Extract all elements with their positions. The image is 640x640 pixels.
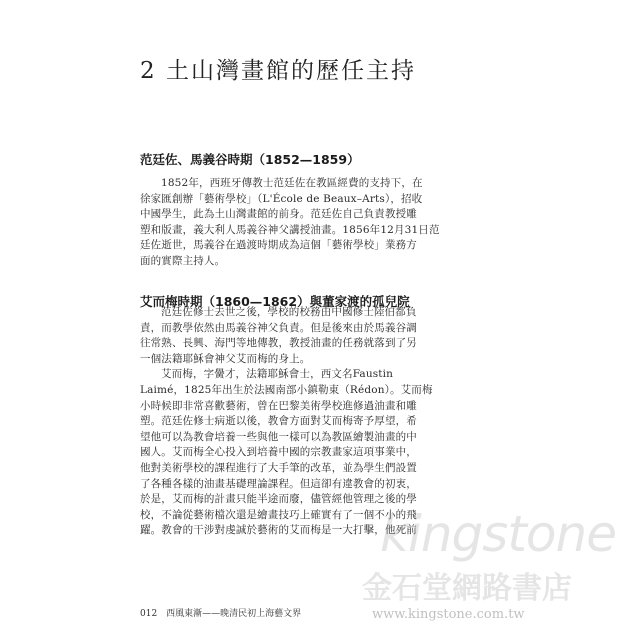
paragraph-line: 小時候即非常喜歡藝術，曾在巴黎美術學校進修過油畫和雕 [140, 399, 417, 412]
paragraph-line: 躍。教會的干涉對虔誠於藝術的艾而梅是一大打擊，他死前 [140, 524, 417, 537]
watermark-brand: kingstone [380, 505, 616, 563]
paragraph-line: 他對美術學校的課程進行了大手筆的改革，並為學生們設置 [140, 461, 417, 474]
paragraph-line: 范廷佐修士去世之後，學校的校務由中國修士陸伯都負 [161, 306, 417, 318]
paragraph-line: 塑和版畫，義大利人馬義谷神父講授油畫。1856年12月31日范 [140, 223, 440, 236]
paragraph-line: 塑。范廷佐修士病逝以後，教會方面對艾而梅寄予厚望，希 [140, 415, 417, 428]
paragraph-line: 徐家匯創辦「藝術學校」（L'École de Beaux–Arts），招收 [140, 192, 423, 205]
paragraph-line: 於是，艾而梅的計畫只能半途而廢，儘管經他管理之後的學 [140, 493, 417, 506]
page-number: 012 [140, 609, 158, 619]
section-heading-fan-ma: 范廷佐、馬義谷時期（1852—1859） [140, 152, 360, 167]
watermark-store-name: 金石堂網路書店 [362, 571, 572, 606]
chapter-title: 2 土山灣畫館的歷任主持 [140, 58, 416, 84]
paragraph-line: 1852年，西班牙傳教士范廷佐在教區經費的支持下，在 [161, 177, 423, 189]
section-heading-laime: 艾而梅時期（1860—1862）與董家渡的孤兒院 [140, 294, 410, 309]
section-body-fan-ma [140, 176, 440, 270]
paragraph-line: 面的實際主持人。 [140, 254, 226, 267]
paragraph-line: 了各種各樣的油畫基礎理論課程。但這卻有違教會的初衷， [140, 477, 417, 490]
paragraph-line: 艾而梅，字黌才，法籍耶穌會士，西文名Faustin [161, 368, 394, 381]
paragraph-line: Laimé，1825年出生於法國南部小鎮勒東（Rédon）。艾而梅 [140, 383, 433, 396]
paragraph-line: 校，不論從藝術檔次還是繪畫技巧上確實有了一個不小的飛 [140, 508, 417, 521]
paragraph-line: 責，而教學依然由馬義谷神父負責。但是後來由於馬義谷調 [140, 321, 417, 334]
page-footer [140, 606, 301, 619]
section-body-laime [140, 305, 433, 539]
running-title: 西風東漸——晚清民初上海藝文界 [166, 609, 302, 619]
paragraph-line: 廷佐逝世，馬義谷在過渡時期成為這個「藝術學校」業務方 [140, 239, 417, 252]
paragraph-line: 一個法籍耶穌會神父艾而梅的身上。 [140, 352, 311, 365]
paragraph-line: 往常熟、長興、海門等地傳教，教授油畫的任務就落到了另 [140, 337, 417, 350]
paragraph-line: 國人。艾而梅全心投入到培養中國的宗教畫家這項事業中， [140, 446, 417, 459]
paragraph-line: 望他可以為教會培養一些與他一樣可以為教區繪製油畫的中 [140, 430, 417, 443]
watermark-url: www.kingstone.com.tw [372, 607, 525, 622]
paragraph-line: 中國學生，此為土山灣畫館的前身。范廷佐自己負責教授雕 [140, 208, 417, 221]
